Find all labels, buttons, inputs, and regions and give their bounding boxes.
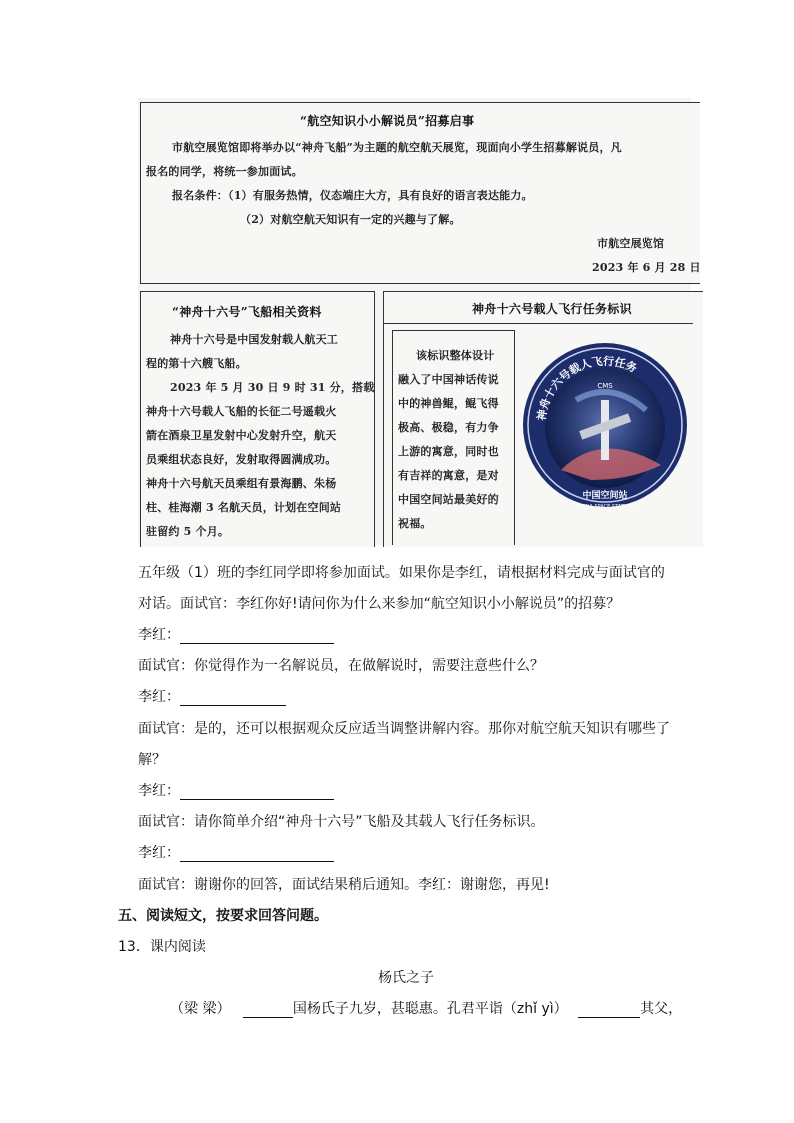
answer-row-4 <box>138 842 334 862</box>
interviewer-question-3a: 面试官：是的，还可以根据观众反应适当调整讲解内容。那你对航空航天知识有哪些了 <box>138 721 670 737</box>
answer-blank-4[interactable] <box>180 845 334 862</box>
mark-line: 该标识整体设计 <box>416 349 495 362</box>
info-line: 神舟十六号是中国发射载人航天工 <box>170 333 338 346</box>
info-line: 神舟十六号载人飞船的长征二号遥载火 <box>146 405 337 418</box>
question-intro-1: 五年级（1）班的李红同学即将参加面试。如果你是李红，请根据材料完成与面试官的 <box>138 565 665 581</box>
section-heading: 五、阅读短文，按要求回答问题。 <box>118 908 328 924</box>
emblem-arc-text: 神舟十六号载人飞行任务 <box>535 354 639 422</box>
mark-title: 神舟十六号载人飞行任务标识 <box>472 302 632 316</box>
mark-divider <box>383 323 693 324</box>
speaker-label: 李红： <box>138 627 180 643</box>
info-title: “神舟十六号”飞船相关资料 <box>172 305 322 319</box>
mark-line: 上游的寓意，同时也 <box>398 445 499 458</box>
interviewer-question-4: 面试官：请你简单介绍“神舟十六号”飞船及其载人飞行任务标识。 <box>138 814 545 830</box>
emblem-english-text: CHINA SPACE STATION <box>577 504 633 510</box>
passage-title: 杨氏之子 <box>378 970 434 986</box>
notice-condition-2: （2）对航空航天知识有一定的兴趣与了解。 <box>240 213 461 226</box>
info-line: 程的第十六艘飞船。 <box>146 357 247 370</box>
answer-row-3 <box>138 780 334 800</box>
emblem-cms-text: CMS <box>597 382 613 390</box>
mark-line: 祝福。 <box>398 517 432 530</box>
notice-signature: 市航空展览馆 <box>597 237 665 250</box>
mark-line: 融入了中国神话传说 <box>398 373 499 386</box>
interviewer-question-3b: 解？ <box>138 752 166 768</box>
notice-title: “航空知识小小解说员”招募启事 <box>300 114 475 128</box>
speaker-label: 李红： <box>138 689 180 705</box>
passage-blank-1[interactable] <box>243 1001 293 1018</box>
info-line: 神舟十六号航天员乘组有景海鹏、朱杨 <box>146 477 337 490</box>
answer-blank-1[interactable] <box>180 627 334 644</box>
mark-line: 极高、极稳，有力争 <box>398 421 499 434</box>
speaker-label: 李红： <box>138 783 180 799</box>
info-line: 2023 年 5 月 30 日 9 时 31 分，搭载 <box>170 381 375 394</box>
answer-blank-3[interactable] <box>180 783 334 800</box>
interviewer-question-2: 面试官：你觉得作为一名解说员，在做解说时，需要注意些什么？ <box>138 658 544 674</box>
passage-text-end: 其父， <box>640 1001 683 1017</box>
mark-line: 有吉祥的寓意，是对 <box>398 469 499 482</box>
info-line: 箭在酒泉卫星发射中心发射升空，航天 <box>146 429 337 442</box>
info-line: 驻留约 5 个月。 <box>146 525 230 538</box>
passage-dynasty: （梁 梁） <box>170 1001 231 1017</box>
mission-emblem <box>521 330 689 520</box>
passage-text: 国杨氏子九岁，甚聪惠。孔君平诣（zhǐ yì） <box>292 1001 568 1017</box>
notice-line-1: 市航空展览馆即将举办以“神舟飞船”为主题的航空航天展览，现面向小学生招募解说员，凡 <box>172 141 622 154</box>
passage-blank-2[interactable] <box>578 1001 640 1018</box>
info-line: 柱、桂海潮 3 名航天员，计划在空间站 <box>146 501 342 514</box>
answer-row-1 <box>138 624 334 644</box>
info-line: 员乘组状态良好，发射取得圆满成功。 <box>146 453 337 466</box>
mark-line: 中国空间站最美好的 <box>398 493 499 506</box>
answer-row-2 <box>138 686 286 706</box>
notice-date: 2023 年 6 月 28 日 <box>592 261 701 274</box>
speaker-label: 李红： <box>138 845 180 861</box>
question-number: 13．课内阅读 <box>118 939 206 955</box>
notice-condition-1: 报名条件：（1）有服务热情，仪态端庄大方，具有良好的语言表达能力。 <box>172 189 533 202</box>
answer-blank-2[interactable] <box>180 689 286 706</box>
mark-line: 中的神兽鲲，鲲飞得 <box>398 397 499 410</box>
passage-line <box>170 998 682 1018</box>
emblem-bottom-text: 中国空间站 <box>582 491 628 501</box>
interview-closing: 面试官：谢谢你的回答，面试结果稍后通知。李红：谢谢您，再见! <box>138 877 550 893</box>
notice-line-2: 报名的同学，将统一参加面试。 <box>146 165 303 178</box>
question-intro-2: 对话。面试官：李红你好!请问你为什么来参加“航空知识小小解说员”的招募？ <box>138 596 621 612</box>
